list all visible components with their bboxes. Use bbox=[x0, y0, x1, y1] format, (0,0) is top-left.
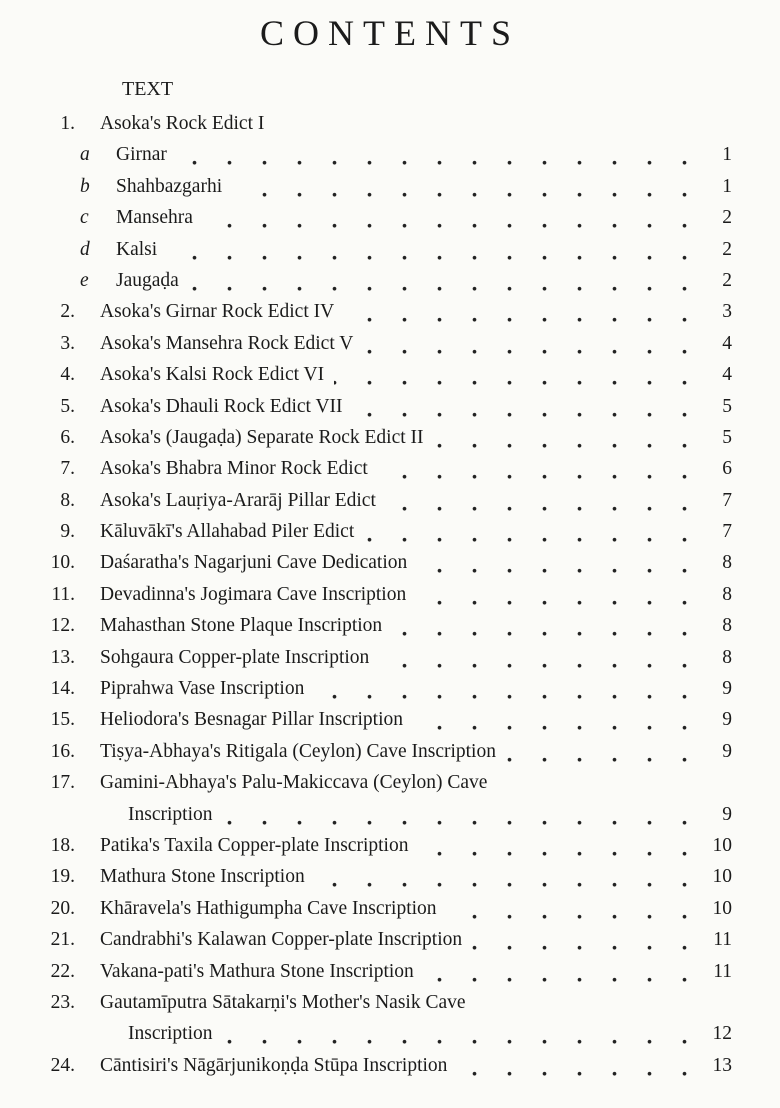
entry-title: Vakana-pati's Mathura Stone Inscription bbox=[100, 960, 414, 982]
page-number: 2 bbox=[722, 238, 732, 260]
dot-leader bbox=[167, 234, 702, 265]
entry-number: 13. bbox=[50, 646, 75, 668]
dot-leader bbox=[386, 485, 702, 516]
toc-entry bbox=[0, 328, 780, 359]
dot-leader bbox=[392, 610, 702, 641]
page-number: 1 bbox=[722, 144, 732, 166]
entry-number: 3. bbox=[60, 332, 75, 354]
page-number: 12 bbox=[712, 1023, 732, 1045]
page-number: 8 bbox=[722, 583, 732, 605]
entry-number: 5. bbox=[60, 395, 75, 417]
entry-title: Asoka's (Jaugaḍa) Separate Rock Edict II bbox=[100, 426, 424, 448]
dot-leader bbox=[363, 328, 702, 359]
entry-number: 9. bbox=[60, 521, 75, 543]
entry-title: Girnar bbox=[116, 144, 167, 166]
entry-number: 10. bbox=[50, 552, 75, 574]
dot-leader bbox=[353, 391, 702, 422]
entry-number: 12. bbox=[50, 615, 75, 637]
dot-leader bbox=[334, 359, 702, 390]
table-of-contents bbox=[0, 108, 780, 1081]
entry-number: 23. bbox=[50, 991, 75, 1013]
entry-title: Asoka's Lauṛiya-Ararāj Pillar Edict bbox=[100, 489, 376, 511]
entry-title: Mahasthan Stone Plaque Inscription bbox=[100, 615, 383, 637]
page-number: 9 bbox=[722, 803, 732, 825]
page-number: 8 bbox=[722, 615, 732, 637]
toc-entry bbox=[0, 610, 780, 641]
toc-entry bbox=[0, 516, 780, 547]
page-title: CONTENTS bbox=[260, 13, 520, 53]
entry-title: Asoka's Dhauli Rock Edict VII bbox=[100, 395, 343, 417]
dot-leader bbox=[413, 704, 702, 735]
page-number: 8 bbox=[722, 552, 732, 574]
dot-leader bbox=[189, 265, 702, 296]
toc-entry bbox=[0, 422, 780, 453]
toc-entry bbox=[0, 579, 780, 610]
page-number: 9 bbox=[722, 678, 732, 700]
entry-number: 6. bbox=[60, 426, 75, 448]
page-number: 10 bbox=[712, 897, 732, 919]
entry-letter: b bbox=[80, 175, 90, 197]
dot-leader bbox=[424, 956, 702, 987]
entry-title: Sohgaura Copper-plate Inscription bbox=[100, 646, 370, 668]
page-number: 8 bbox=[722, 646, 732, 668]
toc-entry bbox=[0, 547, 780, 578]
toc-entry bbox=[0, 1050, 780, 1081]
entry-number: 18. bbox=[50, 834, 75, 856]
entry-title: Asoka's Girnar Rock Edict IV bbox=[100, 301, 335, 323]
entry-title: Asoka's Mansehra Rock Edict V bbox=[100, 332, 354, 354]
entry-number: 16. bbox=[50, 740, 75, 762]
toc-entry bbox=[0, 296, 780, 327]
page-number: 10 bbox=[712, 866, 732, 888]
entry-title: Piprahwa Vase Inscription bbox=[100, 678, 305, 700]
page-number: 9 bbox=[722, 740, 732, 762]
toc-entry bbox=[0, 171, 780, 202]
entry-title: Jaugaḍa bbox=[116, 269, 179, 291]
entry-title: Daśaratha's Nagarjuni Cave Dedication bbox=[100, 552, 408, 574]
toc-entry bbox=[0, 924, 780, 955]
dot-leader bbox=[314, 673, 702, 704]
page-number: 11 bbox=[713, 960, 732, 982]
page-number: 7 bbox=[722, 489, 732, 511]
entry-title: Kāluvākī's Allahabad Piler Edict bbox=[100, 521, 355, 543]
dot-leader bbox=[418, 830, 702, 861]
toc-entry bbox=[0, 202, 780, 233]
page-number: 6 bbox=[722, 458, 732, 480]
entry-title: Asoka's Rock Edict I bbox=[100, 113, 265, 134]
entry-title: Shahbazgarhi bbox=[116, 175, 223, 197]
toc-entry bbox=[0, 799, 780, 830]
entry-number: 20. bbox=[50, 897, 75, 919]
entry-number: 24. bbox=[50, 1054, 75, 1076]
dot-leader bbox=[177, 139, 702, 170]
entry-title: Inscription bbox=[128, 803, 213, 825]
entry-letter: e bbox=[80, 269, 89, 291]
entry-letter: d bbox=[80, 238, 90, 260]
dot-leader bbox=[416, 579, 702, 610]
page-number: 5 bbox=[722, 426, 732, 448]
page-number: 10 bbox=[712, 834, 732, 856]
entry-number: 15. bbox=[50, 709, 75, 731]
entry-number: 17. bbox=[50, 772, 75, 794]
entry-number: 19. bbox=[50, 866, 75, 888]
entry-number: 8. bbox=[60, 489, 75, 511]
toc-entry bbox=[0, 234, 780, 265]
dot-leader bbox=[344, 296, 702, 327]
entry-number: 2. bbox=[60, 301, 75, 323]
dot-leader bbox=[315, 861, 702, 892]
toc-entry bbox=[0, 956, 780, 987]
dot-leader bbox=[434, 422, 702, 453]
page-number: 3 bbox=[722, 301, 732, 323]
toc-entry bbox=[0, 1018, 780, 1049]
entry-title: Asoka's Bhabra Minor Rock Edict bbox=[100, 458, 368, 480]
entry-number: 21. bbox=[50, 929, 75, 951]
entry-title: Devadinna's Jogimara Cave Inscription bbox=[100, 583, 407, 605]
entry-letter: c bbox=[80, 207, 89, 229]
entry-title: Tiṣya-Abhaya's Ritigala (Ceylon) Cave Inscription bbox=[100, 740, 496, 762]
entry-number: 4. bbox=[60, 364, 75, 386]
page-number: 13 bbox=[712, 1054, 732, 1076]
toc-entry bbox=[0, 704, 780, 735]
entry-title: Gamini-Abhaya's Palu-Makiccava (Ceylon) Cave bbox=[100, 772, 488, 794]
toc-entry bbox=[0, 391, 780, 422]
dot-leader bbox=[222, 799, 702, 830]
dot-leader bbox=[379, 642, 702, 673]
entry-title: Asoka's Kalsi Rock Edict VI bbox=[100, 364, 325, 386]
page-number: 1 bbox=[722, 175, 732, 197]
toc-entry bbox=[0, 139, 780, 170]
dot-leader bbox=[364, 516, 702, 547]
toc-entry bbox=[0, 359, 780, 390]
entry-title: Patika's Taxila Copper-plate Inscription bbox=[100, 834, 409, 856]
entry-title: Mansehra bbox=[116, 207, 193, 229]
section-heading: TEXT bbox=[122, 78, 174, 100]
toc-entry bbox=[0, 767, 780, 798]
entry-number: 14. bbox=[50, 678, 75, 700]
dot-leader bbox=[472, 924, 702, 955]
toc-entry bbox=[0, 673, 780, 704]
entry-title: Inscription bbox=[128, 1023, 213, 1045]
page-number: 5 bbox=[722, 395, 732, 417]
toc-entry bbox=[0, 265, 780, 296]
page-number: 11 bbox=[713, 929, 732, 951]
page-number: 2 bbox=[722, 269, 732, 291]
toc-entry bbox=[0, 861, 780, 892]
page-number: 4 bbox=[722, 332, 732, 354]
toc-entry bbox=[0, 453, 780, 484]
dot-leader bbox=[417, 547, 702, 578]
toc-entry bbox=[0, 893, 780, 924]
entry-title: Kalsi bbox=[116, 238, 158, 260]
entry-number: 1. bbox=[60, 113, 75, 134]
toc-entry bbox=[0, 642, 780, 673]
toc-entry bbox=[0, 830, 780, 861]
page-number: 7 bbox=[722, 521, 732, 543]
dot-leader bbox=[222, 1018, 702, 1049]
entry-letter: a bbox=[80, 144, 90, 166]
entry-title: Cāntisiri's Nāgārjunikoṇḍa Stūpa Inscription bbox=[100, 1054, 448, 1076]
toc-entry bbox=[0, 485, 780, 516]
dot-leader bbox=[506, 736, 702, 767]
page-number: 2 bbox=[722, 207, 732, 229]
page-number: 9 bbox=[722, 709, 732, 731]
toc-entry bbox=[0, 736, 780, 767]
entry-title: Khāravela's Hathigumpha Cave Inscription bbox=[100, 897, 437, 919]
dot-leader bbox=[447, 893, 702, 924]
entry-number: 22. bbox=[50, 960, 75, 982]
dot-leader bbox=[457, 1050, 702, 1081]
entry-number: 7. bbox=[60, 458, 75, 480]
toc-entry bbox=[0, 108, 780, 139]
entry-number: 11. bbox=[51, 583, 75, 605]
dot-leader bbox=[203, 202, 702, 233]
dot-leader bbox=[378, 453, 702, 484]
entry-title: Candrabhi's Kalawan Copper-plate Inscription bbox=[100, 929, 463, 951]
toc-entry bbox=[0, 987, 780, 1018]
entry-title: Mathura Stone Inscription bbox=[100, 866, 305, 888]
dot-leader bbox=[232, 171, 702, 202]
entry-title: Gautamīputra Sātakarṇi's Mother's Nasik Cave bbox=[100, 991, 466, 1013]
entry-title: Heliodora's Besnagar Pillar Inscription bbox=[100, 709, 403, 731]
page-number: 4 bbox=[722, 364, 732, 386]
